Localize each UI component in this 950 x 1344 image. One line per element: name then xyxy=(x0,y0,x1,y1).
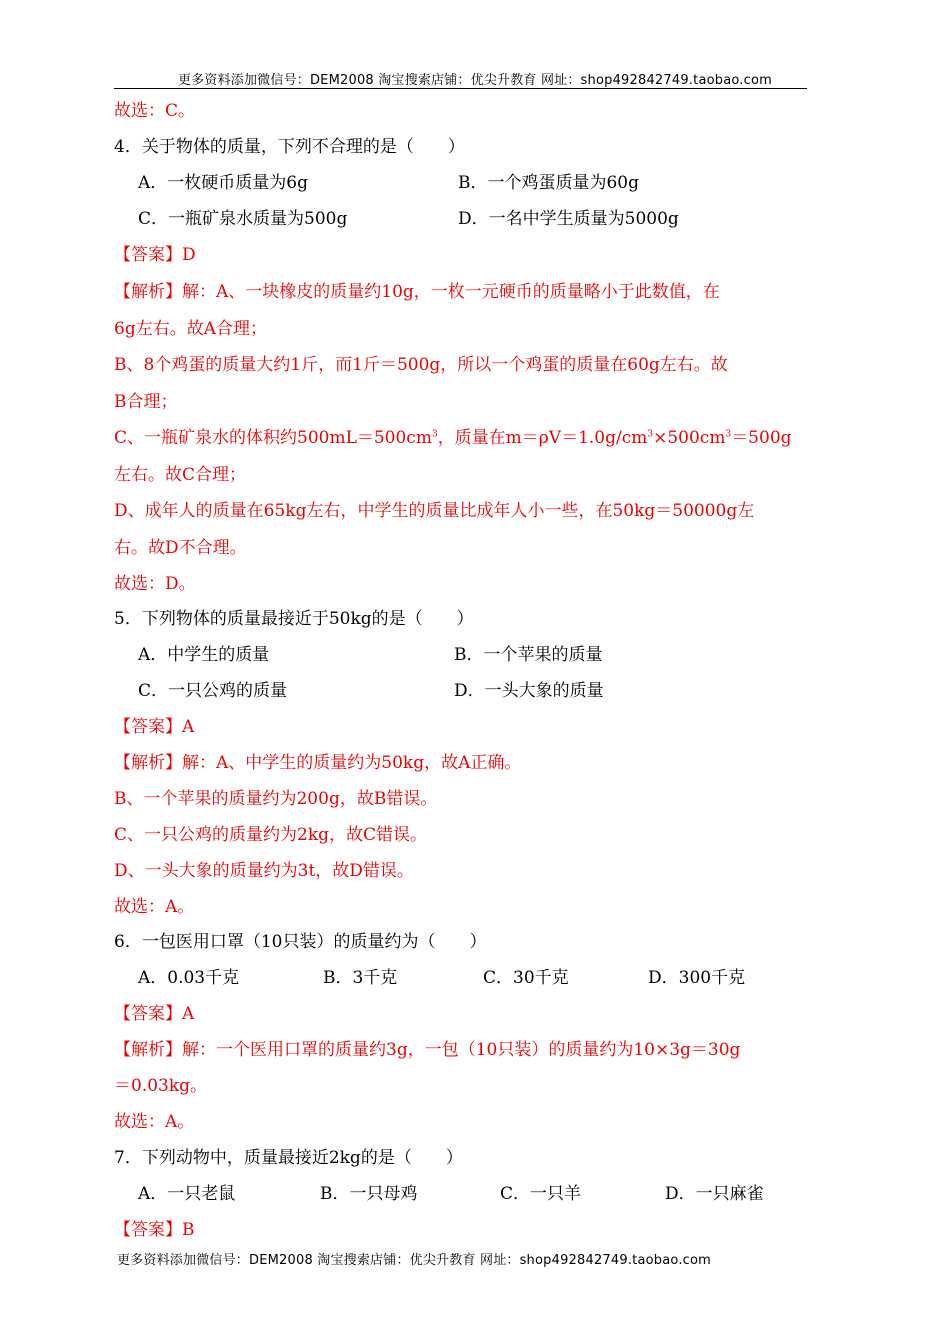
q4-option-a: A．一枚硬币质量为6g xyxy=(138,173,308,193)
q5-explanation-label: 【解析】 xyxy=(114,753,182,773)
q5-choice: 故选：A。 xyxy=(114,897,195,917)
q4-answer: 【答案】D xyxy=(114,245,196,265)
q6-choice: 故选：A。 xyxy=(114,1112,195,1132)
q5-explanation-line-1 xyxy=(114,752,521,774)
q6-option-d: D．300千克 xyxy=(648,968,746,988)
q5-explanation-line-4: D、一头大象的质量约为3t，故D错误。 xyxy=(114,861,414,881)
q6-option-c: C．30千克 xyxy=(483,968,569,988)
q4-explanation-line-8: 右。故D不合理。 xyxy=(114,538,247,558)
q4-expl-c-part-2: ，质量在m＝ρV＝1.0g/cm xyxy=(437,428,648,448)
q5-explanation-line-3: C、一只公鸡的质量约为2kg，故C错误。 xyxy=(114,825,428,845)
q4-explanation-line-2: 6g左右。故A合理； xyxy=(114,319,267,339)
cubic-exponent-3: 3 xyxy=(725,429,732,440)
q4-expl-c-part-3: ×500cm xyxy=(653,428,726,448)
previous-choice: 故选：C。 xyxy=(114,101,196,121)
q6-explanation-label: 【解析】 xyxy=(114,1040,182,1060)
q4-explanation-label: 【解析】 xyxy=(114,282,182,302)
q5-explanation-text-1: 解：A、中学生的质量约为50kg，故A正确。 xyxy=(182,753,522,773)
cubic-exponent-2: 3 xyxy=(647,429,654,440)
q5-option-b: B．一个苹果的质量 xyxy=(454,645,603,665)
q4-stem: 4．关于物体的质量，下列不合理的是（ ） xyxy=(114,137,465,157)
q7-answer: 【答案】B xyxy=(114,1220,195,1240)
q6-explanation-line-1 xyxy=(114,1039,740,1061)
q5-answer: 【答案】A xyxy=(114,717,195,737)
q4-explanation-line-6: 左右。故C合理； xyxy=(114,465,247,485)
q6-explanation-text-1: 解：一个医用口罩的质量约3g，一包（10只装）的质量约为10×3g＝30g xyxy=(182,1040,741,1060)
q4-explanation-line-7: D、成年人的质量在65kg左右，中学生的质量比成年人小一些，在50kg＝50000g左 xyxy=(114,501,755,521)
page-header: 更多资料添加微信号：DEM2008 淘宝搜索店铺：优尖升教育 网址：shop492842749.taobao.com xyxy=(177,73,773,88)
page-footer: 更多资料添加微信号：DEM2008 淘宝搜索店铺：优尖升教育 网址：shop492842749.taobao.com xyxy=(117,1253,712,1268)
q4-explanation-line-3: B、8个鸡蛋的质量大约1斤，而1斤＝500g，所以一个鸡蛋的质量在60g左右。故 xyxy=(114,355,728,375)
q5-explanation-line-2: B、一个苹果的质量约为200g，故B错误。 xyxy=(114,789,438,809)
q4-option-c: C．一瓶矿泉水质量为500g xyxy=(138,209,348,229)
q6-option-b: B．3千克 xyxy=(323,968,398,988)
q4-explanation-line-4: B合理； xyxy=(114,392,178,412)
q5-option-a: A．中学生的质量 xyxy=(138,645,270,665)
cubic-exponent-1: 3 xyxy=(431,429,438,440)
header-divider xyxy=(114,88,807,89)
q4-explanation-line-5 xyxy=(114,427,792,449)
q4-explanation-text-1: 解：A、一块橡皮的质量约10g，一枚一元硬币的质量略小于此数值，在 xyxy=(182,282,720,302)
q7-option-d: D．一只麻雀 xyxy=(665,1184,764,1204)
q7-option-c: C．一只羊 xyxy=(500,1184,582,1204)
q7-option-a: A．一只老鼠 xyxy=(138,1184,236,1204)
q4-option-d: D．一名中学生质量为5000g xyxy=(458,209,679,229)
q4-expl-c-part-1: C、一瓶矿泉水的体积约500mL＝500cm xyxy=(114,428,432,448)
q5-option-d: D．一头大象的质量 xyxy=(454,681,604,701)
q4-option-b: B．一个鸡蛋质量为60g xyxy=(458,173,640,193)
q6-answer: 【答案】A xyxy=(114,1004,195,1024)
q7-stem: 7．下列动物中，质量最接近2kg的是（ ） xyxy=(114,1148,463,1168)
q6-option-a: A．0.03千克 xyxy=(138,968,240,988)
q5-option-c: C．一只公鸡的质量 xyxy=(138,681,288,701)
q6-explanation-line-2: ＝0.03kg。 xyxy=(114,1076,208,1096)
q6-stem: 6．一包医用口罩（10只装）的质量约为（ ） xyxy=(114,932,487,952)
q7-option-b: B．一只母鸡 xyxy=(320,1184,418,1204)
q4-choice: 故选：D。 xyxy=(114,574,196,594)
q4-explanation-line-1 xyxy=(114,281,720,303)
q4-expl-c-part-4: ＝500g xyxy=(731,428,792,448)
q5-stem: 5．下列物体的质量最接近于50kg的是（ ） xyxy=(114,609,474,629)
